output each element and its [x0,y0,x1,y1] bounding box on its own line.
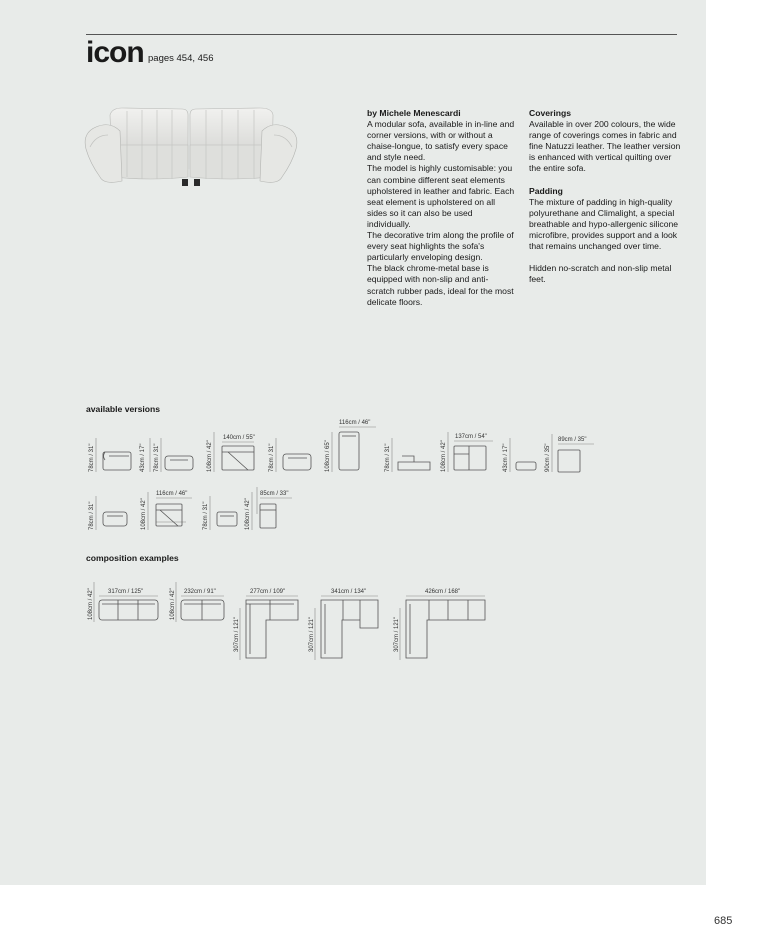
dimension-label: 78cm / 31" [269,443,275,472]
dimension-label: 108cm / 42" [207,440,213,472]
description-paragraph: A modular sofa, available in in-line and corner versions, with or without a chaise-longue, to satisfy every space and style need. [367,119,515,163]
specs-column [529,108,681,285]
dimension-label: 89cm / 35" [558,437,587,443]
padding-text: The mixture of padding in high-quality polyurethane and Climalight, a special breathable and hypo-allergenic silicone microfibre, provides support and a look that remains unchanged over time. [529,196,679,252]
composition-module [406,600,485,658]
description-column [367,108,515,308]
dimension-label: 108cm / 42" [141,498,147,530]
version-module [156,504,182,526]
version-module [103,452,131,470]
dimension-label: 137cm / 54" [455,434,487,440]
feet-text: Hidden no-scratch and non-slip metal feet. [529,263,672,285]
dimension-label: 108cm / 42" [441,440,447,472]
dimension-label: 78cm / 31" [154,443,160,472]
version-module [260,504,276,528]
dimension-label: 307cm / 121" [234,616,240,652]
composition-module [181,600,224,620]
dimension-label: 307cm / 121" [309,616,315,652]
sofa-image [82,105,300,191]
dimension-label: 43cm / 17" [503,443,509,472]
dimension-label: 78cm / 31" [89,443,95,472]
coverings-heading: Coverings [529,108,572,118]
dimension-label: 43cm / 17" [140,443,146,472]
composition-module [99,600,158,620]
dimension-label: 116cm / 46" [156,491,188,497]
dimension-label: 108cm / 42" [88,588,94,620]
version-module [283,454,311,470]
description-paragraph: The black chrome-metal base is equipped with non-slip and anti-scratch rubber pads, ideal for the most delicate floors. [367,263,514,307]
version-module [103,512,127,526]
compositions-heading: composition examples [86,553,179,563]
composition-module [321,600,378,658]
version-module [222,446,254,470]
compositions-diagram [80,578,500,662]
version-module [217,512,237,526]
dimension-label: 108cm / 65" [325,440,331,472]
dimension-label: 232cm / 91" [184,589,216,595]
version-module [454,446,486,470]
version-module [165,456,193,470]
coverings-text: Available in over 200 colours, the wide range of coverings comes in fabric and fine Natuzzi leather. The leather version is enhanced with vertical quilting over the entire sofa. [529,119,681,174]
versions-diagram [80,412,620,538]
dimension-label: 78cm / 31" [203,501,209,530]
dimension-label: 140cm / 55" [223,435,255,441]
dimension-label: 108cm / 42" [245,498,251,530]
dimension-label: 307cm / 121" [394,616,400,652]
page-number: 685 [714,915,733,927]
dimension-label: 317cm / 125" [108,589,144,595]
dimension-label: 78cm / 31" [385,443,391,472]
version-module [558,450,580,472]
dimension-label: 78cm / 31" [89,501,95,530]
versions-heading: available versions [86,404,161,414]
description-paragraph: The model is highly customisable: you can combine different seat elements upholstered in leather and fabric. Each seat element is upholstered on all sides so it can also be used individually. [367,163,515,229]
version-module [339,432,359,470]
version-module [398,456,430,470]
version-module [516,462,536,470]
dimension-label: 277cm / 109" [250,589,286,595]
designer-credit: by Michele Menescardi [367,108,461,118]
header-rule [86,34,677,35]
dimension-label: 108cm / 42" [170,588,176,620]
dimension-label: 90cm / 35" [545,443,551,472]
dimension-label: 116cm / 46" [339,420,371,426]
dimension-label: 341cm / 134" [331,589,367,595]
product-title: icon [86,36,144,69]
padding-heading: Padding [529,185,563,196]
page-reference: pages 454, 456 [148,53,214,64]
description-paragraph: The decorative trim along the profile of every seat highlights the sofa's particularly enveloping design. [367,230,514,263]
dimension-label: 85cm / 33" [260,491,289,497]
composition-module [246,600,298,658]
dimension-label: 426cm / 168" [425,589,461,595]
